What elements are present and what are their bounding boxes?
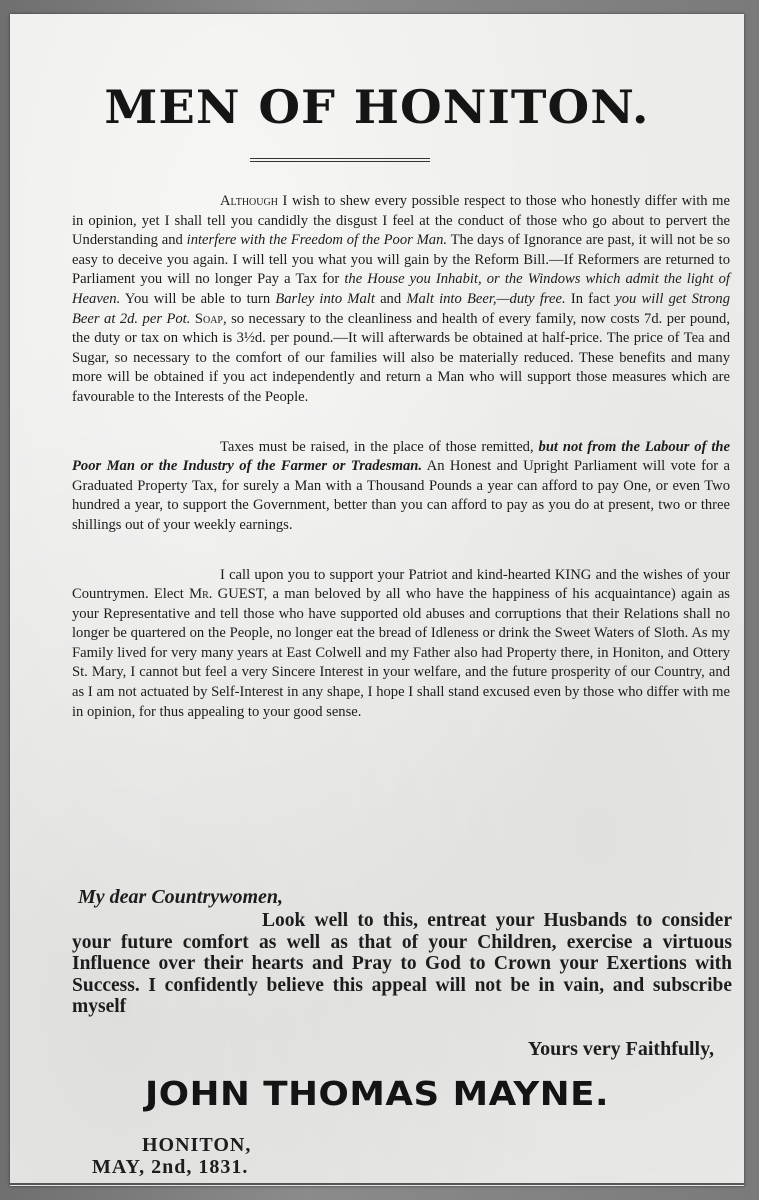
text-run: An Honest and Upright Parliament will vote for a Graduated Property Tax, for surely a Man with a Thousand Pounds a year can afford to pay One, or even Two hundred a year, to support the Government, better than you can afford to pay as you do at present, two or three shillings out of your weekly earnings. (72, 458, 730, 533)
text-run: You will be able to turn (120, 290, 276, 307)
emphasis-window-tax: the House you Inhabit, or the Windows which admit the light of Heaven. (72, 271, 730, 307)
date-line: MAY, 2nd, 1831. (92, 1156, 249, 1178)
emphasis-labour: but not from the Labour of the Poor Man or the Industry of the Farmer or Tradesman. (72, 438, 730, 475)
opening-word: Although (220, 193, 278, 209)
poster-sheet (10, 14, 744, 1186)
poster-title: MEN OF HONITON. (104, 80, 650, 134)
salutation: My dear Countrywomen, (78, 886, 284, 908)
paragraph-elect-guest (72, 566, 730, 723)
text-run: The days of Ignorance are past, it will not be so easy to deceive you again. I will tell you what you will gain by the Reform Bill.—If Reformers are returned to Parliament you will no longer Pay a Tax for (72, 232, 731, 288)
appeal-section (72, 884, 732, 1018)
text-run: I wish to shew every possible respect to those who honestly differ with me in opinion, yet I shall tell you candidly the disgust I feel at the conduct of those who go about to pervert the Understanding and (72, 193, 730, 249)
text-run: GUEST, a man beloved by all who have the happiness of his acquaintance) again as your Representative and tell those who have supported old abuses and corruptions that their Relations shall no longer be quartered on the People, no longer eat the bread of Idleness or drink the Sweet Waters of Sloth. As my Family lived for very many years at East Colwell and my Father also had Property there, in Honiton, and Ottery St. Mary, I cannot but feel a very Sincere Interest in your welfare, and the future prosperity of our Country, and as I am not actuated by Self-Interest in any shape, I hope I shall stand excused even by those who differ with me in opinion, for thus appealing to your good sense. (72, 586, 730, 720)
emphasis-malt: Malt into Beer,—duty free. (406, 290, 566, 307)
paragraph-taxes (72, 438, 730, 536)
paragraph-reform-bill (72, 192, 730, 408)
signature: JOHN THOMAS MAYNE. (144, 1074, 610, 1113)
emphasis-beer: you will get Strong Beer at 2d. per Pot. (72, 290, 730, 327)
place-line: HONITON, (142, 1134, 252, 1156)
emphasis-barley: Barley into Malt (275, 290, 375, 307)
text-run: In fact (565, 290, 616, 307)
text-run: Taxes must be raised, in the place of those remitted, (220, 438, 539, 455)
bottom-rule (10, 1183, 744, 1185)
appeal-text: Look well to this, entreat your Husbands to consider your future comfort as well as that of your Children, exercise a virtuous Influence over their hearts and Pray to God to Crown your Exertions with Success. I confidently believe this appeal will not be in vain, and subscribe myself (72, 910, 732, 1017)
text-run: and (374, 290, 407, 307)
title-divider (250, 158, 430, 162)
honorific: Mr. (189, 586, 213, 603)
text-run: , so necessary to the cleanliness and health of every family, now costs 7d. per pound, the duty or tax on which is 3½d. per pound.—It will afterwards be obtained at half-price. The price of Tea and Sugar, so necessary to the comfort of our families will also be materially reduced. These benefits and many more will be obtained if you act independently and return a Man who will support those measures which are favourable to the Interests of the People. (72, 310, 730, 405)
text-run: I call upon you to support your Patriot and kind-hearted KING and the wishes of your Countrymen. Elect (72, 566, 730, 603)
emphasis-freedom: interfere with the Freedom of the Poor Man. (186, 232, 448, 249)
closing-line: Yours very Faithfully, (527, 1038, 714, 1060)
emphasis-soap: Soap (194, 310, 223, 327)
poster-body (72, 192, 730, 744)
